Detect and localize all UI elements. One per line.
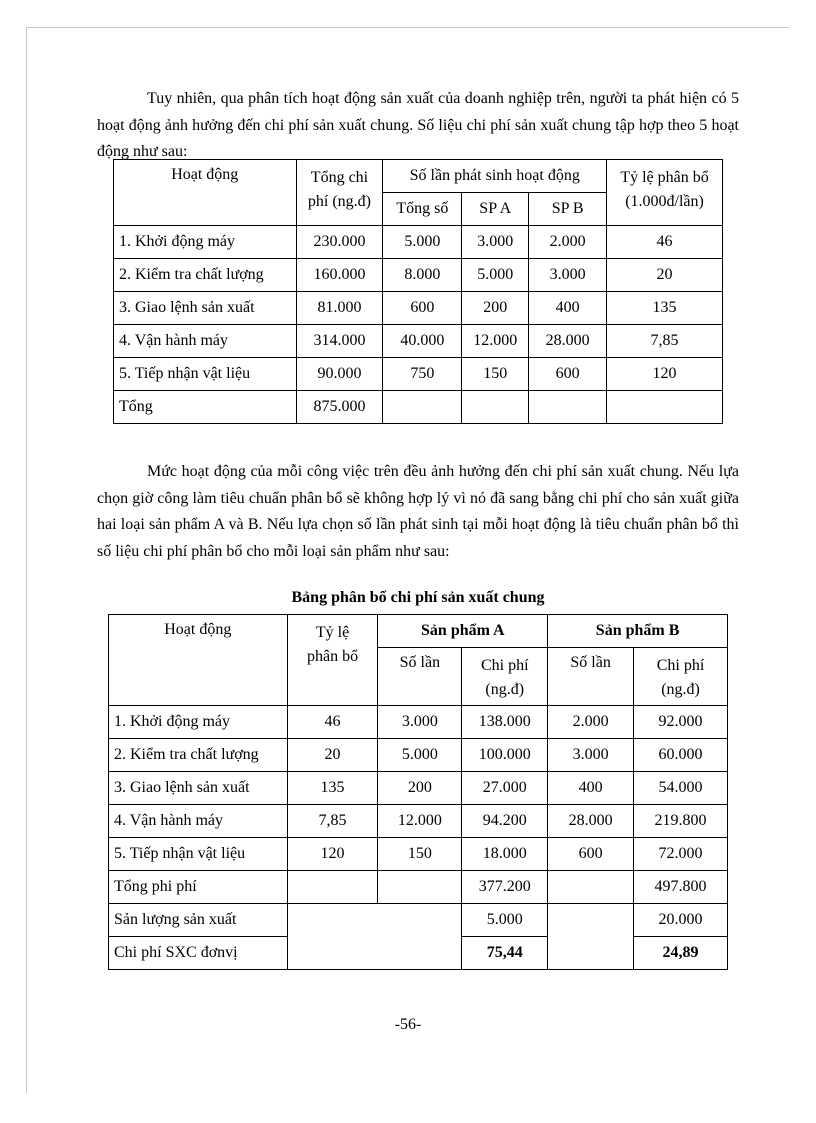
cell-a-count: 5.000 (378, 739, 462, 772)
cell-sp-b: 2.000 (529, 226, 607, 259)
cell-a-count: 3.000 (378, 706, 462, 739)
cell-sp-a: 5.000 (462, 259, 529, 292)
header-occurrences: Số lần phát sinh hoạt động (383, 160, 607, 193)
cell-sp-b: 3.000 (529, 259, 607, 292)
header-rate-line1: Tỷ lệ phân bổ (620, 169, 709, 186)
table-row (114, 259, 723, 292)
cell-activity: 4. Vận hành máy (109, 805, 288, 838)
header-a-cost-line2: (ng.đ) (485, 681, 525, 698)
cell-sp-a: 3.000 (462, 226, 529, 259)
cell-a-cost: 138.000 (462, 706, 548, 739)
header-rate-line2: (1.000đ/lần) (625, 193, 704, 210)
cell-b-count: 400 (548, 772, 634, 805)
total-row (109, 871, 728, 904)
cell-rate: 135 (607, 292, 723, 325)
cell-rate: 46 (287, 706, 378, 739)
cell-activity: 5. Tiếp nhận vật liệu (114, 358, 297, 391)
table-row (114, 226, 723, 259)
cell-activity: 2. Kiểm tra chất lượng (114, 259, 297, 292)
header-total-cost-line1: Tổng chi (310, 169, 369, 186)
total-a-cost: 377.200 (462, 871, 548, 904)
cell-rate: 120 (287, 838, 378, 871)
cell-sp-a: 12.000 (462, 325, 529, 358)
header-sp-a: SP A (462, 193, 529, 226)
cell-activity: 2. Kiểm tra chất lượng (109, 739, 288, 772)
total-label: Tổng phi phí (109, 871, 288, 904)
table-row (109, 739, 728, 772)
total-cost: 875.000 (296, 391, 383, 424)
cell-rate: 7,85 (287, 805, 378, 838)
header-total-cost-line2: phí (ng.đ) (307, 193, 372, 210)
header-total: Tổng số (383, 193, 462, 226)
cell-activity: 1. Khởi động máy (109, 706, 288, 739)
cell-activity: 3. Giao lệnh sản xuất (109, 772, 288, 805)
header-a-cost-line1: Chi phí (480, 657, 529, 674)
cell-b-count: 3.000 (548, 739, 634, 772)
cell-b-cost: 72.000 (634, 838, 728, 871)
output-label: Sản lượng sản xuất (109, 904, 288, 937)
unit-cost-a: 75,44 (462, 937, 548, 970)
cell-b-cost: 92.000 (634, 706, 728, 739)
cell-cost: 90.000 (296, 358, 383, 391)
table-row (109, 706, 728, 739)
cell-b-cost: 54.000 (634, 772, 728, 805)
cell-a-cost: 27.000 (462, 772, 548, 805)
cell-b-count: 2.000 (548, 706, 634, 739)
empty-cell (378, 871, 462, 904)
header-total-cost (296, 160, 383, 226)
header-a-count: Số lần (378, 648, 462, 706)
output-row (109, 904, 728, 937)
header-b-cost-line1: Chi phí (656, 657, 705, 674)
cell-rate: 46 (607, 226, 723, 259)
table-row (109, 772, 728, 805)
paragraph-explanation (97, 459, 739, 565)
cell-b-count: 600 (548, 838, 634, 871)
table-row (114, 325, 723, 358)
header-sp-b: SP B (529, 193, 607, 226)
cell-sp-a: 150 (462, 358, 529, 391)
paragraph-intro-text: Tuy nhiên, qua phân tích hoạt động sản xuất của doanh nghiệp trên, người ta phát hiện có 5 hoạt động ảnh hưởng đến chi phí sản xuất chung. Số liệu chi phí sản xuất chung tập hợp theo 5 hoạt động như sau: (97, 90, 739, 160)
header-rate (607, 160, 723, 226)
header-rate-line2: phân bổ (306, 648, 359, 665)
cell-cost: 230.000 (296, 226, 383, 259)
header-product-b: Sản phẩm B (548, 615, 728, 648)
cell-a-cost: 94.200 (462, 805, 548, 838)
cell-activity: 1. Khởi động máy (114, 226, 297, 259)
paragraph-intro (97, 86, 739, 166)
table-row (109, 838, 728, 871)
output-a: 5.000 (462, 904, 548, 937)
header-activity: Hoạt động (109, 615, 288, 706)
header-b-cost (634, 648, 728, 706)
empty-cell (462, 391, 529, 424)
empty-cell (287, 904, 462, 970)
cell-cost: 81.000 (296, 292, 383, 325)
cell-rate: 20 (607, 259, 723, 292)
cell-a-count: 12.000 (378, 805, 462, 838)
cell-total: 5.000 (383, 226, 462, 259)
cell-rate: 7,85 (607, 325, 723, 358)
cell-activity: 3. Giao lệnh sản xuất (114, 292, 297, 325)
cell-rate: 120 (607, 358, 723, 391)
unit-cost-b: 24,89 (634, 937, 728, 970)
cell-a-count: 200 (378, 772, 462, 805)
empty-cell (548, 904, 634, 970)
empty-cell (607, 391, 723, 424)
cell-a-cost: 100.000 (462, 739, 548, 772)
cell-a-cost: 18.000 (462, 838, 548, 871)
table-row (109, 805, 728, 838)
cell-activity: 5. Tiếp nhận vật liệu (109, 838, 288, 871)
total-b-cost: 497.800 (634, 871, 728, 904)
empty-cell (383, 391, 462, 424)
table-caption: Bảng phân bổ chi phí sản xuất chung (291, 589, 545, 606)
cell-activity: 4. Vận hành máy (114, 325, 297, 358)
header-rate (287, 615, 378, 706)
cell-sp-b: 400 (529, 292, 607, 325)
cell-cost: 160.000 (296, 259, 383, 292)
cell-total: 8.000 (383, 259, 462, 292)
header-rate-line1: Tỷ lệ (315, 624, 350, 641)
cell-total: 600 (383, 292, 462, 325)
empty-cell (529, 391, 607, 424)
paragraph-explanation-text: Mức hoạt động của mỗi công việc trên đều ảnh hưởng đến chi phí sản xuất chung. Nếu lựa chọn giờ công làm tiêu chuẩn phân bổ sẽ không hợp lý vì nó đã sang bằng chi phí cho sản xuất giữa hai loại sản phẩm A và B. Nếu lựa chọn số lần phát sinh tại mỗi hoạt động là tiêu chuẩn phân bổ thì số liệu chi phí phân bổ cho mỗi loại sản phẩm như sau: (97, 463, 739, 560)
empty-cell (287, 871, 378, 904)
table-row (114, 292, 723, 325)
table-row (114, 358, 723, 391)
output-b: 20.000 (634, 904, 728, 937)
unit-cost-label: Chi phí SXC đơnvị (109, 937, 288, 970)
cell-b-cost: 60.000 (634, 739, 728, 772)
header-b-cost-line2: (ng.đ) (661, 681, 700, 698)
cell-rate: 135 (287, 772, 378, 805)
empty-cell (548, 871, 634, 904)
cell-rate: 20 (287, 739, 378, 772)
cell-total: 40.000 (383, 325, 462, 358)
total-label: Tổng (114, 391, 297, 424)
page-number: -56- (394, 1016, 422, 1033)
cell-a-count: 150 (378, 838, 462, 871)
allocation-table (108, 614, 728, 970)
header-a-cost (462, 648, 548, 706)
header-product-a: Sản phẩm A (378, 615, 548, 648)
cell-sp-a: 200 (462, 292, 529, 325)
cell-cost: 314.000 (296, 325, 383, 358)
total-row (114, 391, 723, 424)
header-activity: Hoạt động (114, 160, 297, 226)
header-b-count: Số lần (548, 648, 634, 706)
cell-total: 750 (383, 358, 462, 391)
activity-cost-table (113, 159, 723, 424)
cell-sp-b: 600 (529, 358, 607, 391)
cell-b-count: 28.000 (548, 805, 634, 838)
cell-sp-b: 28.000 (529, 325, 607, 358)
cell-b-cost: 219.800 (634, 805, 728, 838)
